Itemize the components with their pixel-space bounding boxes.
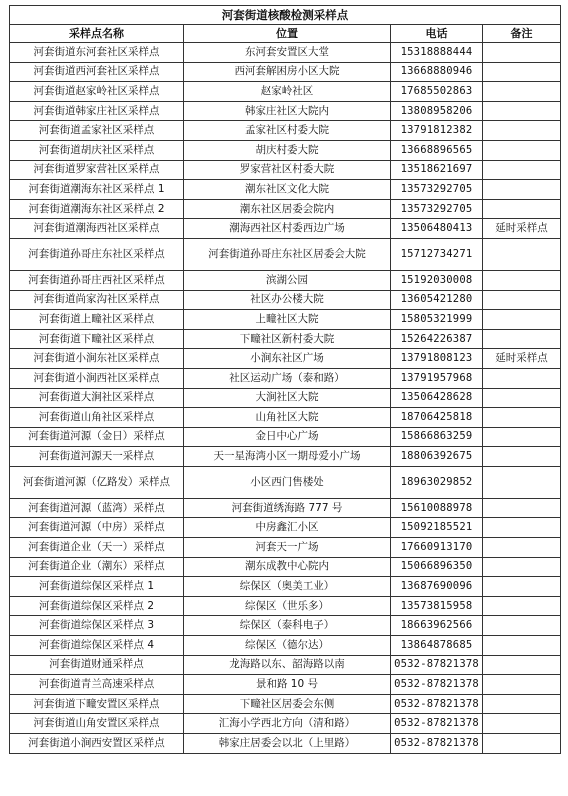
site-name-cell: 河套街道潮海西社区采样点 <box>10 219 184 239</box>
remarks-cell <box>483 43 561 63</box>
remarks-cell <box>483 616 561 636</box>
remarks-cell <box>483 408 561 428</box>
site-name-cell: 河套街道小涧东社区采样点 <box>10 349 184 369</box>
site-name-cell: 河套街道下疃安置区采样点 <box>10 694 184 714</box>
remarks-cell: 延时采样点 <box>483 349 561 369</box>
table-row <box>10 349 561 369</box>
site-name-cell: 河套街道综保区采样点 3 <box>10 616 184 636</box>
header-location: 位置 <box>184 25 391 43</box>
site-name-cell: 河套街道孙哥庄西社区采样点 <box>10 270 184 290</box>
remarks-cell <box>483 310 561 330</box>
site-name-cell: 河套街道山角安置区采样点 <box>10 714 184 734</box>
table-row <box>10 270 561 290</box>
remarks-cell <box>483 427 561 447</box>
location-cell: 韩家庄社区大院内 <box>184 101 391 121</box>
site-name-cell: 河套街道西河套社区采样点 <box>10 62 184 82</box>
location-cell: 潮东社区居委会院内 <box>184 199 391 219</box>
location-cell: 小涧东社区广场 <box>184 349 391 369</box>
location-cell: 景和路 10 号 <box>184 675 391 695</box>
phone-cell: 17685502863 <box>391 82 483 102</box>
site-name-cell: 河套街道企业（潮东）采样点 <box>10 557 184 577</box>
location-cell: 下疃社区居委会东侧 <box>184 694 391 714</box>
remarks-cell <box>483 62 561 82</box>
location-cell: 潮东成教中心院内 <box>184 557 391 577</box>
table-row <box>10 734 561 754</box>
phone-cell: 15066896350 <box>391 557 483 577</box>
phone-cell: 18663962566 <box>391 616 483 636</box>
location-cell: 龙海路以东、韶海路以南 <box>184 655 391 675</box>
remarks-cell: 延时采样点 <box>483 219 561 239</box>
location-cell: 社区办公楼大院 <box>184 290 391 310</box>
remarks-cell <box>483 447 561 467</box>
phone-cell: 15805321999 <box>391 310 483 330</box>
location-cell: 孟家社区村委大院 <box>184 121 391 141</box>
phone-cell: 13864878685 <box>391 636 483 656</box>
table-row <box>10 518 561 538</box>
phone-cell: 13573292705 <box>391 180 483 200</box>
table-row <box>10 199 561 219</box>
location-cell: 滨湖公园 <box>184 270 391 290</box>
site-name-cell: 河套街道大涧社区采样点 <box>10 388 184 408</box>
remarks-cell <box>483 466 561 498</box>
table-row <box>10 616 561 636</box>
site-name-cell: 河套街道河源天一采样点 <box>10 447 184 467</box>
table-row <box>10 427 561 447</box>
phone-cell: 18806392675 <box>391 447 483 467</box>
remarks-cell <box>483 238 561 270</box>
table-row <box>10 180 561 200</box>
phone-cell: 15264226387 <box>391 329 483 349</box>
location-cell: 西河套解困房小区大院 <box>184 62 391 82</box>
remarks-cell <box>483 655 561 675</box>
location-cell: 综保区（奥美工业） <box>184 577 391 597</box>
remarks-cell <box>483 140 561 160</box>
remarks-cell <box>483 636 561 656</box>
phone-cell: 13687690096 <box>391 577 483 597</box>
location-cell: 社区运动广场（泰和路） <box>184 368 391 388</box>
table-body <box>10 43 561 754</box>
site-name-cell: 河套街道河源（亿路发）采样点 <box>10 466 184 498</box>
table-row <box>10 121 561 141</box>
header-remarks: 备注 <box>483 25 561 43</box>
remarks-cell <box>483 121 561 141</box>
header-name: 采样点名称 <box>10 25 184 43</box>
table-row <box>10 160 561 180</box>
remarks-cell <box>483 101 561 121</box>
table-row <box>10 140 561 160</box>
location-cell: 天一星海湾小区一期母爱小广场 <box>184 447 391 467</box>
phone-cell: 0532-87821378 <box>391 655 483 675</box>
phone-cell: 0532-87821378 <box>391 714 483 734</box>
site-name-cell: 河套街道潮海东社区采样点 1 <box>10 180 184 200</box>
table-row <box>10 388 561 408</box>
remarks-cell <box>483 557 561 577</box>
phone-cell: 13506480413 <box>391 219 483 239</box>
phone-cell: 13791812382 <box>391 121 483 141</box>
location-cell: 罗家营社区村委大院 <box>184 160 391 180</box>
remarks-cell <box>483 538 561 558</box>
site-name-cell: 河套街道韩家庄社区采样点 <box>10 101 184 121</box>
location-cell: 综保区（德尔达） <box>184 636 391 656</box>
site-name-cell: 河套街道潮海东社区采样点 2 <box>10 199 184 219</box>
table-row <box>10 538 561 558</box>
location-cell: 汇海小学西北方向（清和路） <box>184 714 391 734</box>
phone-cell: 0532-87821378 <box>391 694 483 714</box>
phone-cell: 15318888444 <box>391 43 483 63</box>
location-cell: 河套街道绣海路 777 号 <box>184 498 391 518</box>
remarks-cell <box>483 270 561 290</box>
phone-cell: 13668896565 <box>391 140 483 160</box>
site-name-cell: 河套街道孟家社区采样点 <box>10 121 184 141</box>
phone-cell: 15712734271 <box>391 238 483 270</box>
table-row <box>10 219 561 239</box>
table-row <box>10 290 561 310</box>
table-row <box>10 714 561 734</box>
phone-cell: 15610088978 <box>391 498 483 518</box>
phone-cell: 13573292705 <box>391 199 483 219</box>
location-cell: 大涧社区大院 <box>184 388 391 408</box>
location-cell: 河套天一广场 <box>184 538 391 558</box>
remarks-cell <box>483 290 561 310</box>
remarks-cell <box>483 199 561 219</box>
site-name-cell: 河套街道综保区采样点 1 <box>10 577 184 597</box>
location-cell: 中房鑫汇小区 <box>184 518 391 538</box>
phone-cell: 13573815958 <box>391 596 483 616</box>
remarks-cell <box>483 180 561 200</box>
location-cell: 山角社区大院 <box>184 408 391 428</box>
table-row <box>10 557 561 577</box>
table-row <box>10 101 561 121</box>
site-name-cell: 河套街道赵家岭社区采样点 <box>10 82 184 102</box>
location-cell: 韩家庄居委会以北（上里路） <box>184 734 391 754</box>
location-cell: 综保区（世乐多） <box>184 596 391 616</box>
site-name-cell: 河套街道河源（蓝湾）采样点 <box>10 498 184 518</box>
location-cell: 赵家岭社区 <box>184 82 391 102</box>
phone-cell: 13605421280 <box>391 290 483 310</box>
table-row <box>10 655 561 675</box>
site-name-cell: 河套街道东河套社区采样点 <box>10 43 184 63</box>
remarks-cell <box>483 734 561 754</box>
remarks-cell <box>483 577 561 597</box>
site-name-cell: 河套街道尚家沟社区采样点 <box>10 290 184 310</box>
phone-cell: 13791808123 <box>391 349 483 369</box>
table-row <box>10 238 561 270</box>
phone-cell: 13668880946 <box>391 62 483 82</box>
table-row <box>10 577 561 597</box>
remarks-cell <box>483 675 561 695</box>
phone-cell: 13518621697 <box>391 160 483 180</box>
table-row <box>10 447 561 467</box>
site-name-cell: 河套街道河源（金日）采样点 <box>10 427 184 447</box>
location-cell: 金日中心广场 <box>184 427 391 447</box>
site-name-cell: 河套街道小涧西安置区采样点 <box>10 734 184 754</box>
site-name-cell: 河套街道孙哥庄东社区采样点 <box>10 238 184 270</box>
site-name-cell: 河套街道综保区采样点 2 <box>10 596 184 616</box>
location-cell: 综保区（泰科电子） <box>184 616 391 636</box>
location-cell: 小区西门售楼处 <box>184 466 391 498</box>
site-name-cell: 河套街道小涧西社区采样点 <box>10 368 184 388</box>
site-name-cell: 河套街道上疃社区采样点 <box>10 310 184 330</box>
table-row <box>10 62 561 82</box>
location-cell: 胡庆村委大院 <box>184 140 391 160</box>
phone-cell: 13506428628 <box>391 388 483 408</box>
table-row <box>10 498 561 518</box>
phone-cell: 18963029852 <box>391 466 483 498</box>
remarks-cell <box>483 160 561 180</box>
remarks-cell <box>483 596 561 616</box>
location-cell: 东河套安置区大堂 <box>184 43 391 63</box>
table-row <box>10 675 561 695</box>
site-name-cell: 河套街道罗家营社区采样点 <box>10 160 184 180</box>
phone-cell: 0532-87821378 <box>391 734 483 754</box>
phone-cell: 15192030008 <box>391 270 483 290</box>
table-row <box>10 466 561 498</box>
table-row <box>10 636 561 656</box>
phone-cell: 13791957968 <box>391 368 483 388</box>
location-cell: 潮东社区文化大院 <box>184 180 391 200</box>
remarks-cell <box>483 714 561 734</box>
table-row <box>10 43 561 63</box>
site-name-cell: 河套街道下疃社区采样点 <box>10 329 184 349</box>
phone-cell: 0532-87821378 <box>391 675 483 695</box>
location-cell: 上疃社区大院 <box>184 310 391 330</box>
table-row <box>10 82 561 102</box>
site-name-cell: 河套街道山角社区采样点 <box>10 408 184 428</box>
site-name-cell: 河套街道青兰高速采样点 <box>10 675 184 695</box>
phone-cell: 18706425818 <box>391 408 483 428</box>
remarks-cell <box>483 518 561 538</box>
table-row <box>10 596 561 616</box>
table-row <box>10 408 561 428</box>
phone-cell: 15866863259 <box>391 427 483 447</box>
site-name-cell: 河套街道胡庆社区采样点 <box>10 140 184 160</box>
site-name-cell: 河套街道综保区采样点 4 <box>10 636 184 656</box>
table-row <box>10 310 561 330</box>
site-name-cell: 河套街道河源（中房）采样点 <box>10 518 184 538</box>
sampling-points-table <box>9 5 561 754</box>
remarks-cell <box>483 498 561 518</box>
remarks-cell <box>483 82 561 102</box>
table-row <box>10 368 561 388</box>
phone-cell: 13808958206 <box>391 101 483 121</box>
phone-cell: 15092185521 <box>391 518 483 538</box>
site-name-cell: 河套街道财通采样点 <box>10 655 184 675</box>
header-phone: 电话 <box>391 25 483 43</box>
remarks-cell <box>483 329 561 349</box>
location-cell: 潮海西社区村委西边广场 <box>184 219 391 239</box>
table-row <box>10 329 561 349</box>
remarks-cell <box>483 368 561 388</box>
location-cell: 河套街道孙哥庄东社区居委会大院 <box>184 238 391 270</box>
remarks-cell <box>483 694 561 714</box>
phone-cell: 17660913170 <box>391 538 483 558</box>
table-row <box>10 694 561 714</box>
remarks-cell <box>483 388 561 408</box>
site-name-cell: 河套街道企业（天一）采样点 <box>10 538 184 558</box>
location-cell: 下疃社区新村委大院 <box>184 329 391 349</box>
table-title: 河套街道核酸检测采样点 <box>10 6 561 25</box>
